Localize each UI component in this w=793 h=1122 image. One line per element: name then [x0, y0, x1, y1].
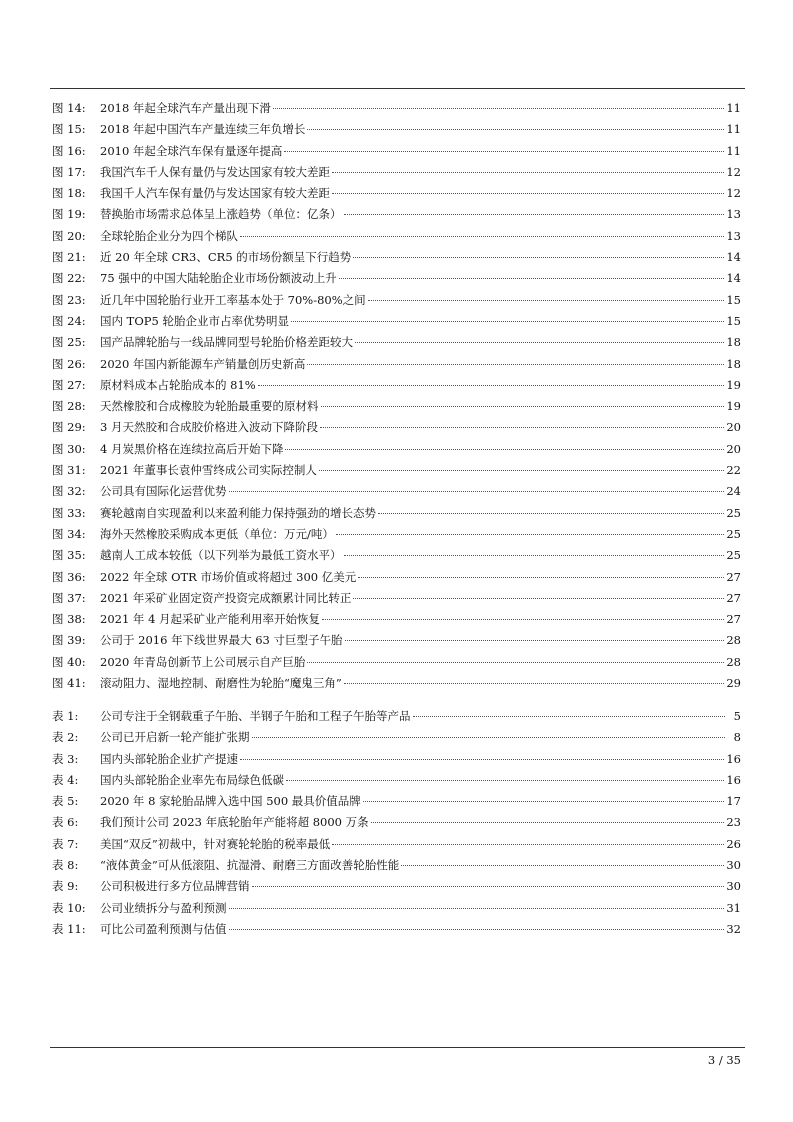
figure-page-number: 28	[726, 654, 741, 669]
figure-entry[interactable]	[52, 481, 741, 502]
dot-leader	[363, 801, 725, 802]
figure-entry[interactable]	[52, 630, 741, 651]
dot-leader	[378, 513, 724, 514]
figure-number: 图 27:	[52, 377, 86, 392]
figure-page-number: 28	[726, 633, 741, 648]
figure-page-number: 11	[726, 143, 741, 158]
figure-page-number: 15	[726, 313, 741, 328]
table-title: 公司积极进行多方位品牌营销	[100, 879, 250, 894]
dot-leader	[401, 865, 724, 866]
dot-leader	[319, 470, 724, 471]
table-entry[interactable]	[52, 749, 741, 770]
table-page-number: 23	[726, 815, 741, 830]
figure-entry[interactable]	[52, 183, 741, 204]
figure-page-number: 25	[726, 505, 741, 520]
page-number: 3 / 35	[707, 1053, 741, 1067]
figure-title: 近 20 年全球 CR3、CR5 的市场份额呈下行趋势	[100, 250, 352, 265]
figure-title: 近几年中国轮胎行业开工率基本处于 70%-80%之间	[100, 292, 366, 307]
figure-page-number: 14	[726, 250, 741, 265]
figure-entry[interactable]	[52, 119, 741, 140]
figure-entry[interactable]	[52, 396, 741, 417]
figure-number: 图 18:	[52, 186, 86, 201]
figure-entry[interactable]	[52, 439, 741, 460]
dot-leader	[358, 577, 724, 578]
dot-leader	[368, 300, 725, 301]
figure-title: 国内 TOP5 轮胎企业市占率优势明显	[100, 313, 289, 328]
table-number: 表 6:	[52, 815, 79, 830]
figure-number: 图 36:	[52, 569, 86, 584]
table-title: 公司已开启新一轮产能扩张期	[100, 730, 250, 745]
table-page-number: 32	[726, 921, 741, 936]
figure-number: 图 31:	[52, 463, 86, 478]
figure-page-number: 24	[726, 484, 741, 499]
table-number: 表 3:	[52, 751, 79, 766]
dot-leader	[229, 929, 725, 930]
figure-title: 4 月炭黑价格在连续拉高后开始下降	[100, 441, 284, 456]
figure-page-number: 11	[726, 101, 741, 115]
figure-entry[interactable]	[52, 567, 741, 588]
dot-leader	[307, 662, 724, 663]
dot-leader	[273, 108, 724, 109]
table-number: 表 2:	[52, 730, 79, 745]
dot-leader	[284, 151, 724, 152]
figure-title: 天然橡胶和合成橡胶为轮胎最重要的原材料	[100, 399, 319, 414]
table-number: 表 1:	[52, 709, 79, 723]
figure-entry[interactable]	[52, 524, 741, 545]
table-title: 可比公司盈利预测与估值	[100, 921, 227, 936]
figure-title: 公司于 2016 年下线世界最大 63 寸巨型子午胎	[100, 633, 343, 648]
table-title: 公司专注于全钢载重子午胎、半钢子午胎和工程子午胎等产品	[100, 709, 411, 723]
table-entry[interactable]	[52, 706, 741, 727]
figure-title: 原材料成本占轮胎成本的 81%	[100, 377, 256, 392]
dot-leader	[229, 491, 725, 492]
figure-entry[interactable]	[52, 673, 741, 694]
figure-title: 75 强中的中国大陆轮胎企业市场份额波动上升	[100, 271, 337, 286]
table-entry[interactable]	[52, 770, 741, 791]
dot-leader	[344, 214, 725, 215]
table-number: 表 11:	[52, 921, 86, 936]
figure-entry[interactable]	[52, 417, 741, 438]
figure-title: 国产品牌轮胎与一线品牌同型号轮胎价格差距较大	[100, 335, 353, 350]
figure-entry[interactable]	[52, 588, 741, 609]
figure-page-number: 11	[726, 122, 741, 137]
figure-number: 图 23:	[52, 292, 86, 307]
dot-leader	[355, 342, 724, 343]
figure-number: 图 17:	[52, 164, 86, 179]
figure-page-number: 15	[726, 292, 741, 307]
figure-page-number: 14	[726, 271, 741, 286]
dot-leader	[307, 129, 724, 130]
table-entry[interactable]	[52, 727, 741, 748]
figure-page-number: 12	[726, 186, 741, 201]
dot-leader	[321, 406, 725, 407]
figure-title: 2020 年青岛创新节上公司展示自产巨胎	[100, 654, 306, 669]
table-entry[interactable]	[52, 834, 741, 855]
figure-entry[interactable]	[52, 226, 741, 247]
figure-title: 2018 年起中国汽车产量连续三年负增长	[100, 122, 306, 137]
figure-page-number: 27	[726, 569, 741, 584]
figure-entry[interactable]	[52, 609, 741, 630]
table-entry[interactable]	[52, 898, 741, 919]
figure-number: 图 41:	[52, 676, 86, 691]
figure-title: 2021 年董事长袁仲雪终成公司实际控制人	[100, 463, 317, 478]
dot-leader	[413, 716, 726, 717]
figure-title: 滚动阻力、湿地控制、耐磨性为轮胎“魔鬼三角”	[100, 676, 342, 691]
figure-title: 2021 年 4 月起采矿业产能利用率开始恢复	[100, 612, 321, 627]
figure-entry[interactable]	[52, 332, 741, 353]
figure-title: 越南人工成本较低（以下列举为最低工资水平）	[100, 548, 342, 563]
dot-leader	[332, 193, 724, 194]
figure-number: 图 25:	[52, 335, 86, 350]
footer-rule	[50, 1047, 745, 1048]
figure-number: 图 19:	[52, 207, 86, 222]
figure-page-number: 12	[726, 164, 741, 179]
table-number: 表 9:	[52, 879, 79, 894]
figure-title: 赛轮越南自实现盈利以来盈利能力保持强劲的增长态势	[100, 505, 376, 520]
table-number: 表 7:	[52, 836, 79, 851]
figure-title: 替换胎市场需求总体呈上涨趋势（单位：亿条）	[100, 207, 342, 222]
figure-title: 2022 年全球 OTR 市场价值或将超过 300 亿美元	[100, 569, 357, 584]
figure-title: 2020 年国内新能源车产销量创历史新高	[100, 356, 306, 371]
figure-page-number: 19	[726, 377, 741, 392]
figure-number: 图 24:	[52, 313, 86, 328]
table-title: 国内头部轮胎企业率先布局绿色低碳	[100, 772, 284, 787]
figure-number: 图 20:	[52, 228, 86, 243]
dot-leader	[252, 737, 726, 738]
dot-leader	[345, 640, 725, 641]
dot-leader	[353, 598, 724, 599]
figure-number: 图 37:	[52, 590, 86, 605]
figure-number: 图 29:	[52, 420, 86, 435]
figure-page-number: 29	[726, 676, 741, 691]
figure-entry[interactable]	[52, 98, 741, 119]
dot-leader	[344, 555, 725, 556]
figure-number: 图 34:	[52, 526, 86, 541]
figure-number: 图 14:	[52, 101, 86, 115]
figure-entry[interactable]	[52, 311, 741, 332]
table-page-number: 31	[726, 900, 741, 915]
table-number: 表 8:	[52, 858, 79, 873]
figure-page-number: 19	[726, 399, 741, 414]
figure-title: 我国千人汽车保有量仍与发达国家有较大差距	[100, 186, 330, 201]
dot-leader	[229, 908, 725, 909]
dot-leader	[307, 364, 724, 365]
figure-title: 2018 年起全球汽车产量出现下滑	[100, 101, 271, 115]
table-page-number: 30	[726, 879, 741, 894]
dot-leader	[344, 683, 725, 684]
figure-number: 图 15:	[52, 122, 86, 137]
figure-entry[interactable]	[52, 290, 741, 311]
table-number: 表 5:	[52, 794, 79, 809]
dot-leader	[322, 619, 724, 620]
table-page-number: 5	[733, 709, 741, 723]
figure-page-number: 27	[726, 612, 741, 627]
figure-page-number: 20	[726, 441, 741, 456]
figure-entry[interactable]	[52, 162, 741, 183]
figure-number: 图 33:	[52, 505, 86, 520]
figure-number: 图 30:	[52, 441, 86, 456]
figure-title: 2010 年起全球汽车保有量逐年提高	[100, 143, 283, 158]
table-title: 公司业绩拆分与盈利预测	[100, 900, 227, 915]
dot-leader	[332, 172, 724, 173]
table-page-number: 8	[733, 730, 741, 745]
table-page-number: 26	[726, 836, 741, 851]
figure-page-number: 25	[726, 548, 741, 563]
figure-page-number: 22	[726, 463, 741, 478]
figure-page-number: 13	[726, 228, 741, 243]
table-entry[interactable]	[52, 812, 741, 833]
table-entry[interactable]	[52, 919, 741, 940]
table-page-number: 16	[726, 772, 741, 787]
figure-number: 图 28:	[52, 399, 86, 414]
figure-title: 公司具有国际化运营优势	[100, 484, 227, 499]
figure-entry[interactable]	[52, 204, 741, 225]
dot-leader	[240, 759, 724, 760]
table-entry[interactable]	[52, 876, 741, 897]
table-entry[interactable]	[52, 855, 741, 876]
figure-entry[interactable]	[52, 141, 741, 162]
figure-page-number: 25	[726, 526, 741, 541]
figure-page-number: 18	[726, 356, 741, 371]
table-page-number: 16	[726, 751, 741, 766]
table-list	[52, 706, 741, 940]
figure-entry[interactable]	[52, 652, 741, 673]
figure-entry[interactable]	[52, 247, 741, 268]
figure-title: 2021 年采矿业固定资产投资完成额累计同比转正	[100, 590, 352, 605]
dot-leader	[353, 257, 724, 258]
dot-leader	[252, 886, 725, 887]
table-title: “液体黄金”可从低滚阻、抗湿滑、耐磨三方面改善轮胎性能	[100, 858, 400, 873]
dot-leader	[371, 822, 725, 823]
table-number: 表 10:	[52, 900, 86, 915]
figure-entry[interactable]	[52, 503, 741, 524]
dot-leader	[339, 278, 725, 279]
figure-page-number: 27	[726, 590, 741, 605]
figure-list	[52, 98, 741, 694]
figure-page-number: 18	[726, 335, 741, 350]
figure-page-number: 20	[726, 420, 741, 435]
figure-number: 图 35:	[52, 548, 86, 563]
figure-page-number: 13	[726, 207, 741, 222]
dot-leader	[258, 385, 725, 386]
header-rule	[50, 88, 745, 89]
table-title: 国内头部轮胎企业扩产提速	[100, 751, 238, 766]
table-page-number: 30	[726, 858, 741, 873]
figure-entry[interactable]	[52, 545, 741, 566]
figure-entry[interactable]	[52, 375, 741, 396]
dot-leader	[332, 844, 724, 845]
figure-title: 我国汽车千人保有量仍与发达国家有较大差距	[100, 164, 330, 179]
figure-entry[interactable]	[52, 354, 741, 375]
table-title: 我们预计公司 2023 年底轮胎年产能将超 8000 万条	[100, 815, 369, 830]
table-number: 表 4:	[52, 772, 79, 787]
figure-number: 图 16:	[52, 143, 86, 158]
figure-title: 全球轮胎企业分为四个梯队	[100, 228, 238, 243]
dot-leader	[240, 236, 724, 237]
table-page-number: 17	[726, 794, 741, 809]
figure-number: 图 39:	[52, 633, 86, 648]
figure-number: 图 21:	[52, 250, 86, 265]
figure-number: 图 38:	[52, 612, 86, 627]
dot-leader	[286, 780, 724, 781]
table-title: 美国“双反”初裁中，针对赛轮轮胎的税率最低	[100, 836, 331, 851]
table-title: 2020 年 8 家轮胎品牌入选中国 500 最具价值品牌	[100, 794, 361, 809]
figure-number: 图 32:	[52, 484, 86, 499]
dot-leader	[291, 321, 724, 322]
table-entry[interactable]	[52, 791, 741, 812]
figure-entry[interactable]	[52, 268, 741, 289]
figure-number: 图 26:	[52, 356, 86, 371]
figure-entry[interactable]	[52, 460, 741, 481]
dot-leader	[285, 449, 724, 450]
dot-leader	[336, 534, 724, 535]
figure-title: 海外天然橡胶采购成本更低（单位：万元/吨）	[100, 526, 334, 541]
figure-title: 3 月天然胶和合成胶价格进入波动下降阶段	[100, 420, 318, 435]
figure-number: 图 22:	[52, 271, 86, 286]
figure-number: 图 40:	[52, 654, 86, 669]
dot-leader	[320, 427, 724, 428]
